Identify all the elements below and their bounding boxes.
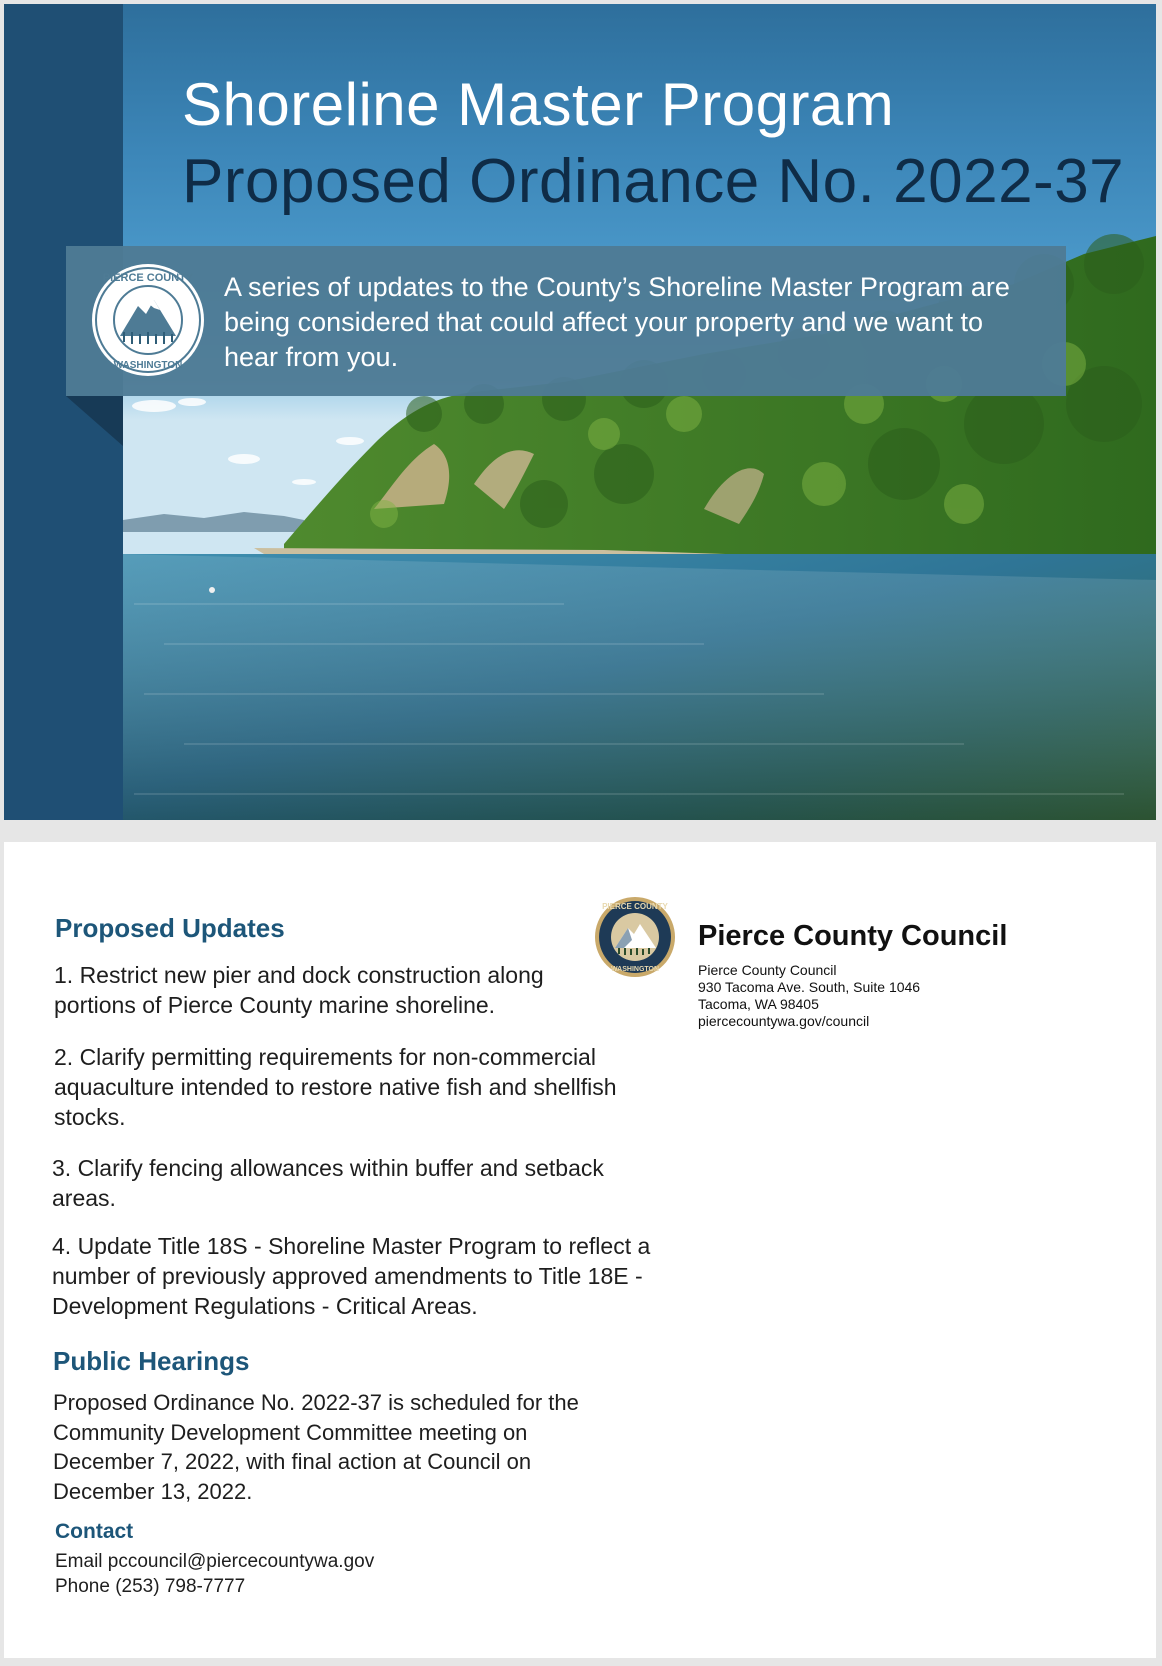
hearings-text: Proposed Ordinance No. 2022-37 is scheduled for the Community Development Committee meeting on December 7, 2022, with final action at Council on December 13, 2022. xyxy=(53,1390,579,1504)
updates-heading: Proposed Updates xyxy=(55,913,285,943)
contact-phone: Phone (253) 798-7777 xyxy=(55,1576,246,1597)
postcard-back xyxy=(4,842,1156,1658)
council-name: Pierce County Council xyxy=(698,920,1008,952)
update-item-1: 1. Restrict new pier and dock construction along portions of Pierce County marine shoreline. xyxy=(54,962,544,1018)
seal-text-bottom: WASHINGTON xyxy=(113,360,183,371)
county-seal-icon xyxy=(90,262,206,378)
council-seal-text-bottom: WASHINGTON xyxy=(610,966,660,973)
intro-text: A series of updates to the County’s Shoreline Master Program are being considered that could affect your property and we want to hear from you. xyxy=(224,272,1010,372)
hearings-heading: Public Hearings xyxy=(53,1346,250,1376)
address-line-2: 930 Tacoma Ave. South, Suite 1046 xyxy=(698,979,921,995)
address-line-4: piercecountywa.gov/council xyxy=(698,1013,870,1029)
banner-fold xyxy=(66,396,123,446)
intro-banner xyxy=(66,246,1066,396)
update-item-4: 4. Update Title 18S - Shoreline Master Program to reflect a number of previously approved amendments to Title 18E - Development Regulations - Critical Areas. xyxy=(52,1233,651,1319)
council-address xyxy=(698,962,920,1030)
council-seal-text-top: PIERCE COUNTY xyxy=(602,902,668,911)
address-line-3: Tacoma, WA 98405 xyxy=(698,996,819,1012)
update-item-2: 2. Clarify permitting requirements for non-commercial aquaculture intended to restore native fish and shellfish stocks. xyxy=(54,1044,617,1130)
contact-email: Email pccouncil@piercecountywa.gov xyxy=(55,1551,375,1572)
update-item-3: 3. Clarify fencing allowances within buffer and setback areas. xyxy=(52,1155,604,1211)
address-line-1: Pierce County Council xyxy=(698,962,837,978)
title-line-1: Shoreline Master Program xyxy=(182,71,895,138)
council-seal-icon xyxy=(594,896,676,978)
title-line-2: Proposed Ordinance No. 2022-37 xyxy=(182,147,1125,216)
contact-heading: Contact xyxy=(55,1520,134,1543)
seal-text-top: PIERCE COUNTY xyxy=(102,272,194,284)
postcard-front xyxy=(4,4,1156,820)
